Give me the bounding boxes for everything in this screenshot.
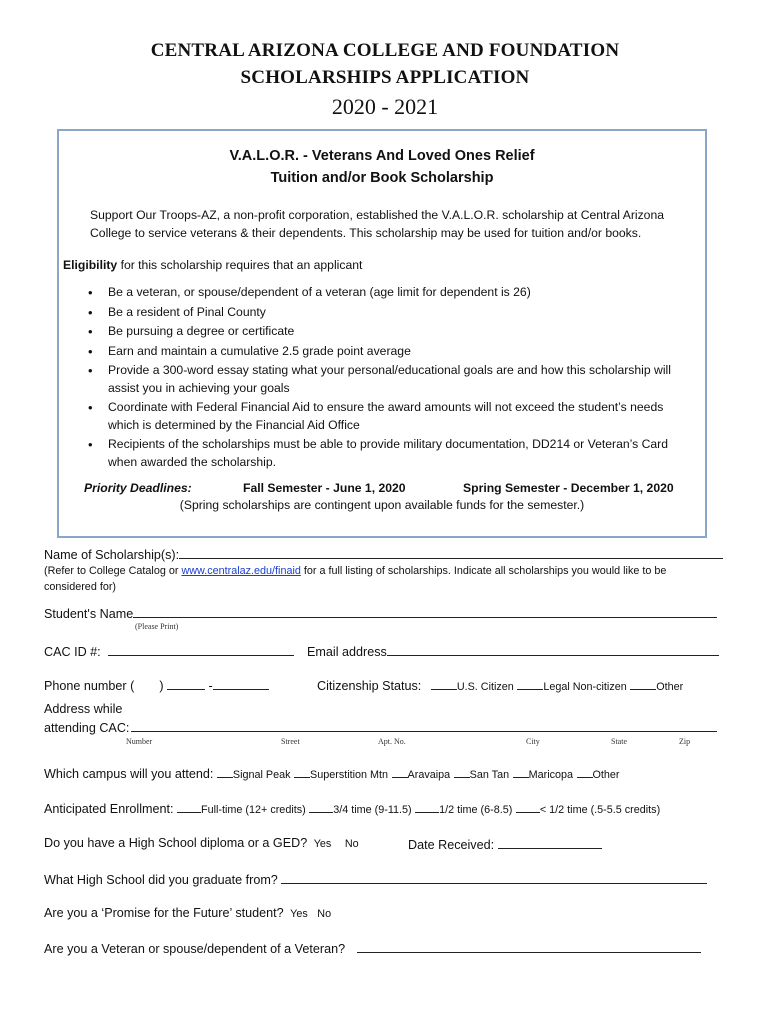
bullet-icon: • — [88, 304, 93, 320]
email-input[interactable] — [387, 643, 719, 656]
student-name-row — [44, 605, 717, 621]
eligibility-item: • Be a resident of Pinal County — [88, 304, 266, 320]
eligibility-item: • Be pursuing a degree or certificate — [88, 324, 295, 339]
intro-line-1: Support Our Troops-AZ, a non-profit corporation, established the V.A.L.O.R. scholarship at Central Arizona — [90, 208, 665, 222]
us-citizen-option: U.S. Citizen — [456, 681, 514, 693]
eligibility-list — [88, 284, 693, 473]
hs-no-option[interactable]: No — [344, 838, 359, 850]
campus-row — [44, 765, 620, 781]
refer-text-line2: considered for) — [44, 581, 117, 593]
half-time-blank[interactable] — [415, 800, 439, 813]
promise-yes-option[interactable]: Yes — [290, 908, 308, 920]
eligibility-item: • Earn and maintain a cumulative 2.5 grade point average — [88, 343, 411, 359]
veteran-question: Are you a Veteran or spouse/dependent of a Veteran? — [44, 942, 346, 956]
eligibility-item: • Recipients of the scholarships must be able to provide military documentation, DD214 or Veteran’s Card when awarded the scholarship. — [88, 437, 669, 469]
cac-id-label: CAC ID #: — [44, 645, 101, 659]
high-school-input[interactable] — [281, 871, 707, 884]
address-part-apt: Apt. No. — [378, 737, 406, 746]
form-title-line1: CENTRAL ARIZONA COLLEGE AND FOUNDATION — [150, 40, 620, 61]
address-input[interactable] — [131, 719, 717, 732]
veteran-input[interactable] — [357, 940, 701, 953]
enroll-full-time: Full-time (12+ credits) — [201, 804, 306, 816]
catalog-reference — [44, 565, 666, 577]
superstition-blank[interactable] — [294, 765, 310, 778]
campus-san-tan: San Tan — [469, 769, 510, 781]
student-name-label: Student's Name — [44, 607, 134, 621]
eligibility-label: Eligibility — [63, 258, 118, 272]
promise-question: Are you a ‘Promise for the Future’ student? — [44, 906, 284, 920]
refer-text-before: (Refer to College Catalog or — [44, 565, 182, 577]
phone-label: Phone number ( — [44, 679, 135, 693]
signal-peak-blank[interactable] — [217, 765, 233, 778]
address-label-line1: Address while — [44, 702, 123, 716]
deadline-note: (Spring scholarships are contingent upon available funds for the semester.) — [179, 498, 585, 512]
please-print-note: (Please Print) — [135, 622, 179, 631]
veteran-row — [44, 940, 701, 956]
intro-line-2: College to service veterans & their dependents. This scholarship may be used for tuition and/or books. — [90, 226, 642, 240]
email-row — [307, 643, 719, 659]
eligibility-statement — [63, 256, 362, 274]
address-part-zip: Zip — [679, 737, 691, 746]
date-received-row — [408, 836, 602, 852]
hs-diploma-row — [44, 836, 359, 850]
scholarship-intro — [90, 206, 700, 242]
academic-year: 2020 - 2021 — [331, 94, 439, 119]
phone-dash: - — [208, 679, 213, 693]
cac-id-row — [44, 643, 294, 659]
three-quarter-blank[interactable] — [309, 800, 333, 813]
address-part-city: City — [526, 737, 540, 746]
date-received-label: Date Received: — [408, 838, 495, 852]
campus-signal-peak: Signal Peak — [232, 769, 291, 781]
form-title-line2: SCHOLARSHIPS APPLICATION — [240, 67, 530, 88]
enroll-three-quarter: 3/4 time (9-11.5) — [333, 804, 412, 816]
finaid-link[interactable]: www.centralaz.edu/finaid — [181, 565, 301, 577]
aravaipa-blank[interactable] — [392, 765, 408, 778]
hs-diploma-question: Do you have a High School diploma or a GED? — [44, 836, 308, 850]
address-label-line2: attending CAC: — [44, 721, 130, 735]
full-time-blank[interactable] — [177, 800, 201, 813]
eligibility-item: • Coordinate with Federal Financial Aid to ensure the award amounts will not exceed the student’s needs which is determined by the Financial Aid Office — [88, 400, 664, 432]
address-part-state: State — [611, 737, 627, 746]
bullet-icon: • — [88, 324, 93, 339]
high-school-question: What High School did you graduate from? — [44, 873, 278, 887]
high-school-row — [44, 871, 707, 887]
address-part-number: Number — [126, 737, 153, 746]
legal-noncitizen-blank[interactable] — [517, 677, 543, 690]
citizenship-label: Citizenship Status: — [317, 679, 422, 693]
eligibility-item: • Be a veteran, or spouse/dependent of a veteran (age limit for dependent is 26) — [88, 285, 531, 300]
less-half-blank[interactable] — [516, 800, 540, 813]
other-citizen-option: Other — [656, 681, 684, 693]
enrollment-label: Anticipated Enrollment: — [44, 802, 174, 816]
scholarship-name-row — [44, 546, 723, 562]
san-tan-blank[interactable] — [454, 765, 470, 778]
bullet-icon: • — [88, 363, 93, 378]
enroll-half: 1/2 time (6-8.5) — [439, 804, 513, 816]
refer-text-after: for a full listing of scholarships. Indicate all scholarships you would like to be — [300, 565, 667, 577]
bullet-icon: • — [88, 400, 93, 415]
bullet-icon: • — [88, 285, 93, 300]
date-received-input[interactable] — [498, 836, 602, 849]
hs-yes-option[interactable]: Yes — [313, 838, 332, 850]
phone-prefix-input[interactable] — [167, 677, 205, 690]
cac-id-input[interactable] — [108, 643, 294, 656]
enrollment-row — [44, 800, 660, 816]
email-label: Email address — [307, 645, 387, 659]
maricopa-blank[interactable] — [513, 765, 529, 778]
scholarship-subheading: Tuition and/or Book Scholarship — [270, 170, 494, 186]
scholarship-name-label: Name of Scholarship(s): — [44, 548, 180, 562]
bullet-icon: • — [88, 343, 93, 359]
campus-question: Which campus will you attend: — [44, 767, 214, 781]
other-citizen-blank[interactable] — [630, 677, 656, 690]
campus-maricopa: Maricopa — [528, 769, 573, 781]
address-row — [44, 719, 717, 735]
citizenship-row — [317, 677, 683, 693]
us-citizen-blank[interactable] — [431, 677, 457, 690]
promise-no-option[interactable]: No — [317, 908, 332, 920]
fall-deadline: Fall Semester - June 1, 2020 — [243, 481, 406, 495]
scholarship-heading: V.A.L.O.R. - Veterans And Loved Ones Relief — [229, 148, 535, 164]
enroll-less-half: < 1/2 time (.5-5.5 credits) — [539, 804, 661, 816]
priority-deadlines-label: Priority Deadlines: — [84, 481, 192, 495]
student-name-input[interactable] — [133, 605, 717, 618]
phone-line-input[interactable] — [213, 677, 269, 690]
phone-row — [44, 677, 269, 693]
bullet-icon: • — [88, 437, 93, 452]
address-part-street: Street — [281, 737, 300, 746]
spring-deadline: Spring Semester - December 1, 2020 — [463, 481, 674, 495]
eligibility-text: for this scholarship requires that an applicant — [120, 258, 363, 272]
promise-row — [44, 906, 331, 920]
other-campus-blank[interactable] — [577, 765, 593, 778]
campus-superstition: Superstition Mtn — [310, 769, 389, 781]
area-code-input[interactable] — [138, 678, 156, 690]
campus-aravaipa: Aravaipa — [407, 769, 451, 781]
campus-other: Other — [592, 769, 620, 781]
scholarship-name-input[interactable] — [179, 546, 723, 559]
eligibility-item: • Provide a 300-word essay stating what your personal/educational goals are and how this scholarship will assist you in achieving your goals — [88, 363, 671, 395]
phone-close-paren: ) — [159, 679, 164, 693]
legal-noncitizen-option: Legal Non-citizen — [543, 681, 627, 693]
